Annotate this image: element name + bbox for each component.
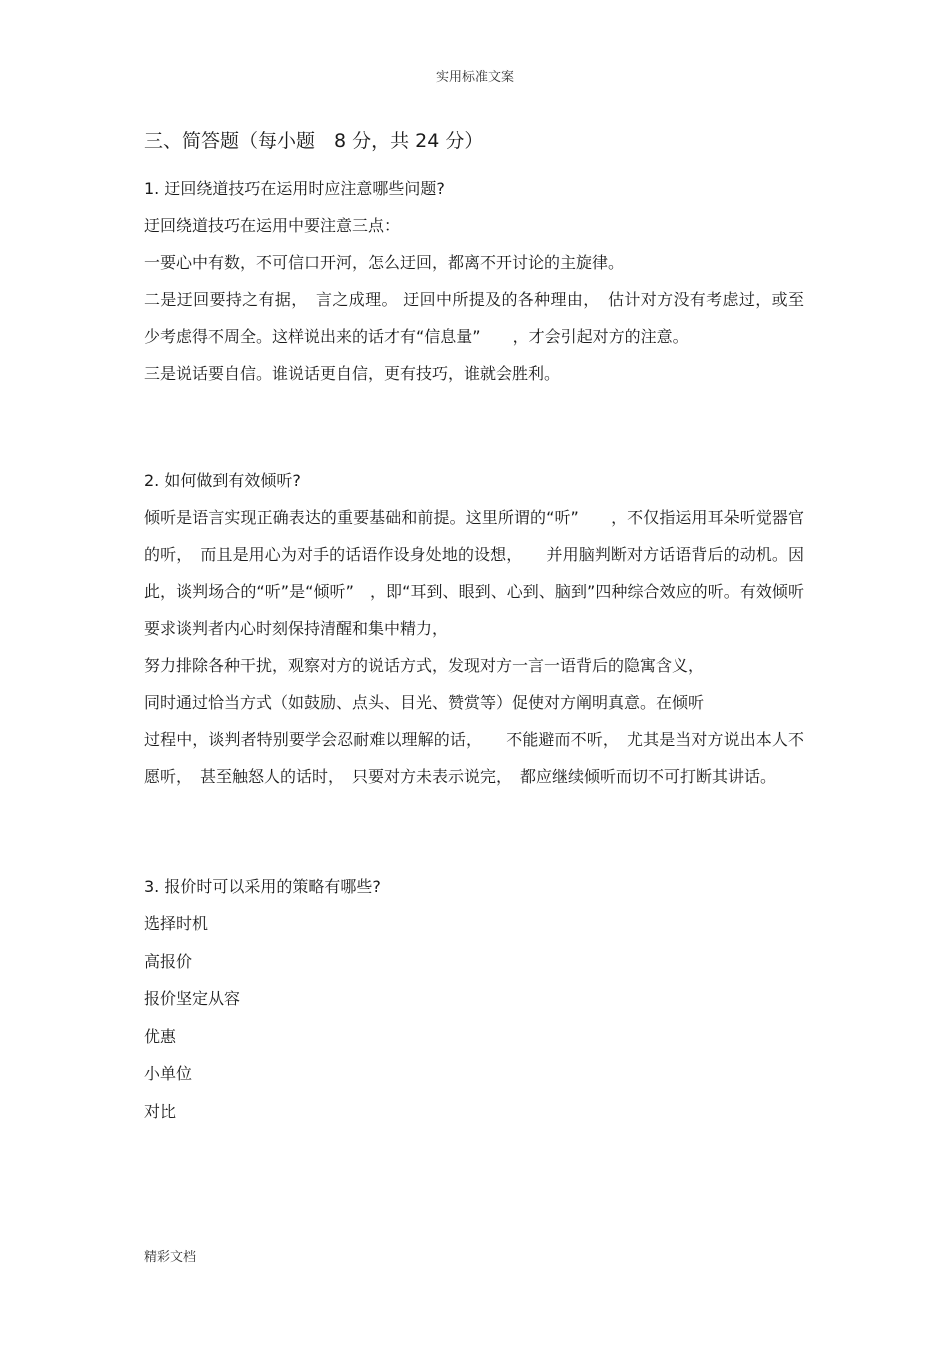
question-1-block <box>144 170 804 392</box>
q1-paragraph-3: 二是迂回要持之有据， 言之成理。 迂回中所提及的各种理由， 估计对方没有考虑过，或至少考虑得不周全。这样说出来的话才有“信息量” ，才会引起对方的注意。 <box>144 290 804 346</box>
strategy-list <box>144 905 804 1130</box>
q2-paragraph-4: 过程中，谈判者特别要学会忍耐难以理解的话， 不能避而不听， 尤其是当对方说出本人不愿听， 甚至触怒人的话时， 只要对方未表示说完， 都应继续倾听而切不可打断其讲话。 <box>144 730 804 786</box>
question-3-title: 3. 报价时可以采用的策略有哪些? <box>144 877 381 896</box>
page-content <box>144 126 804 1130</box>
list-item: 小单位 <box>144 1064 193 1083</box>
list-item: 优惠 <box>144 1026 177 1046</box>
question-1-title: 1. 迂回绕道技巧在运用时应注意哪些问题? <box>144 179 445 198</box>
q2-paragraph-2: 努力排除各种干扰，观察对方的说话方式，发现对方一言一语背后的隐寓含义， <box>144 656 705 675</box>
list-item: 对比 <box>144 1101 177 1121</box>
list-item: 选择时机 <box>144 914 209 933</box>
q2-paragraph-1: 倾听是语言实现正确表达的重要基础和前提。这里所谓的“听” ，不仅指运用耳朵听觉器官的听， 而且是用心为对手的话语作设身处地的设想， 并用脑判断对方话语背后的动机。因此，谈判场合的“听”是“倾听” ，即“耳到、眼到、心到、脑到”四种综合效应的听。有效倾听要求谈判者内心时刻保持清醒和集中精力， <box>144 508 804 638</box>
question-2-title: 2. 如何做到有效倾听? <box>144 471 301 490</box>
list-item: 高报价 <box>144 951 193 971</box>
q1-paragraph-1: 迂回绕道技巧在运用中要注意三点： <box>144 216 401 235</box>
q2-paragraph-3: 同时通过恰当方式（如鼓励、点头、目光、赞赏等）促使对方阐明真意。在倾听 <box>144 693 705 712</box>
q1-paragraph-4: 三是说话要自信。谁说话更自信，更有技巧，谁就会胜利。 <box>144 364 561 383</box>
page-header: 实用标准文案 <box>435 70 514 85</box>
page-footer: 精彩文档 <box>144 1250 197 1265</box>
section-title: 三、简答题（每小题 8 分，共 24 分） <box>144 130 484 152</box>
list-item: 报价坚定从容 <box>144 989 241 1008</box>
spacer <box>144 795 804 868</box>
question-3-block <box>144 868 804 1130</box>
q1-paragraph-2: 一要心中有数，不可信口开河，怎么迂回，都离不开讨论的主旋律。 <box>144 253 625 272</box>
spacer <box>144 392 804 462</box>
question-2-block <box>144 462 804 795</box>
